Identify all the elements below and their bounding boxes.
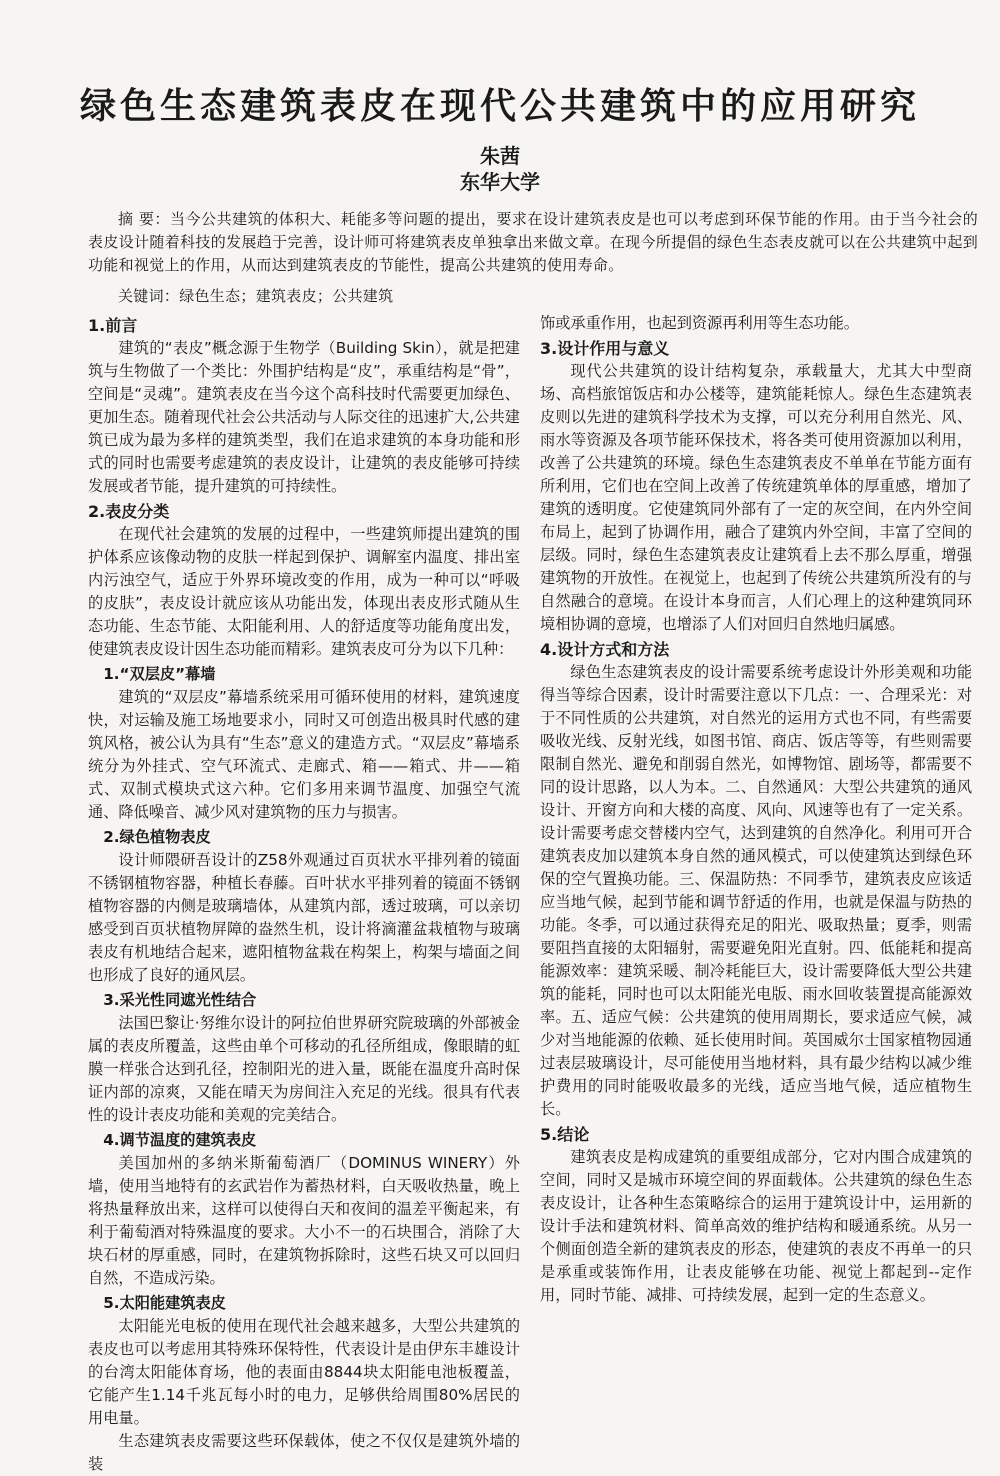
abstract-text: 摘 要：当今公共建筑的体积大、耗能多等问题的提出，要求在设计建筑表皮是也可以考虑到环保节能的作用。由于当今社会的表皮设计随着科技的发展趋于完善，设计师可将建筑表皮单独拿出来做文章。在现今所提倡的绿色生态表皮就可以在公共建筑中起到功能和视觉上的作用，从而达到建筑表皮的节能性，提高公共建筑的使用寿命。	[88, 210, 978, 274]
subsection-heading: 1.“双层皮”幕墙	[103, 665, 216, 683]
paragraph: 现代公共建筑的设计结构复杂，承载量大，尤其大中型商场、高档旅馆饭店和办公楼等，建筑能耗惊人。绿色生态建筑表皮则以先进的建筑科学技术为支撑，可以充分利用自然光、风、雨水等资源及各项节能环保技术，将各类可使用资源加以利用，改善了公共建筑的环境。绿色生态建筑表皮不单单在节能方面有所利用，它们也在空间上改善了传统建筑单体的厚重感，增加了建筑的透明度。它使建筑同外部有了一定的灰空间，在内外空间布局上，起到了协调作用，融合了建筑内外空间，丰富了空间的层级。同时，绿色生态建筑表皮让建筑看上去不那么厚重，增强建筑物的开放性。在视觉上，也起到了传统公共建筑所没有的与自然融合的意境。在设计本身而言，人们心理上的这种建筑同环境相协调的意境，也增添了人们对回归自然地归属感。	[540, 362, 972, 633]
abstract-block	[88, 208, 978, 308]
keywords: 关键词：绿色生态；建筑表皮；公共建筑	[118, 287, 394, 305]
left-column	[88, 312, 520, 1476]
paragraph: 太阳能光电板的使用在现代社会越来越多，大型公共建筑的表皮也可以考虑用其特殊环保特性，代表设计是由伊东丰雄设计的台湾太阳能体育场，他的表面由8844块太阳能电池板覆盖，它能产生1.14千兆瓦每小时的电力，足够供给周围80%居民的用电量。	[88, 1317, 520, 1427]
paragraph: 在现代社会建筑的发展的过程中，一些建筑师提出建筑的围护体系应该像动物的皮肤一样起到保护、调解室内温度、排出室内污浊空气，适应于外界环境改变的作用，成为一种可以“呼吸的皮肤”，表皮设计就应该从功能出发，体现出表皮形式随从生态功能、生态节能、太阳能利用、人的舒适度等功能角度出发，使建筑表皮设计因生态功能而精彩。建筑表皮可分为以下几种：	[88, 525, 520, 658]
paragraph: 建筑表皮是构成建筑的重要组成部分，它对内围合成建筑的空间，同时又是城市环境空间的界面载体。公共建筑的绿色生态表皮设计，让各种生态策略综合的运用于建筑设计中，运用新的设计手法和建筑材料、简单高效的维护结构和暖通系统。从另一个侧面创造全新的建筑表皮的形态，使建筑的表皮不再单一的只是承重或装饰作用，让表皮能够在功能、视觉上都起到--定作用，同时节能、减排、可持续发展，起到一定的生态意义。	[540, 1148, 972, 1304]
section-heading: 4.设计方式和方法	[540, 640, 670, 659]
paragraph: 建筑的“双层皮”幕墙系统采用可循环使用的材料，建筑速度快，对运输及施工场地要求小，同时又可创造出极具时代感的建筑风格，被公认为具有“生态”意义的建造方式。“双层皮”幕墙系统分为外挂式、空气环流式、走廊式、箱——箱式、井——箱式、双制式模块式这六种。它们多用来调节温度、加强空气流通、降低噪音、减少风对建筑物的压力与损害。	[88, 688, 520, 821]
right-column	[540, 312, 972, 1307]
subsection-heading: 5.太阳能建筑表皮	[103, 1294, 226, 1312]
section-heading: 3.设计作用与意义	[540, 339, 670, 358]
subsection-heading: 3.采光性同遮光性结合	[103, 991, 257, 1009]
section-heading: 5.结论	[540, 1125, 590, 1144]
paragraph: 生态建筑表皮需要这些环保载体，使之不仅仅是建筑外墙的装	[88, 1432, 520, 1473]
paragraph: 美国加州的多纳米斯葡萄酒厂（DOMINUS WINERY）外墙，使用当地特有的玄武岩作为蓄热材料，白天吸收热量，晚上将热量释放出来，这样可以使得白天和夜间的温差平衡起来，有利于葡萄酒对特殊温度的要求。大小不一的石块围合，消除了大块石材的厚重感，同时，在建筑物拆除时，这些石块又可以回归自然，不造成污染。	[88, 1154, 520, 1287]
subsection-heading: 4.调节温度的建筑表皮	[103, 1131, 257, 1149]
paragraph: 法国巴黎让·努维尔设计的阿拉伯世界研究院玻璃的外部被金属的表皮所覆盖，这些由单个可移动的孔径所组成，像眼睛的虹膜一样张合达到孔径，控制阳光的进入量，既能在温度升高时保证内部的凉爽，又能在晴天为房间注入充足的光线。很具有代表性的设计表皮功能和美观的完美结合。	[88, 1014, 520, 1124]
paragraph-continued: 饰或承重作用，也起到资源再利用等生态功能。	[540, 314, 859, 332]
subsection-heading: 2.绿色植物表皮	[103, 828, 211, 846]
section-heading: 1.前言	[88, 316, 138, 335]
author-name: 朱茜	[480, 144, 520, 168]
paragraph: 设计师隈研吾设计的Z58外观通过百页状水平排列着的镜面不锈钢植物容器，种植长春藤。百叶状水平排列着的镜面不锈钢植物容器的内侧是玻璃墙体，从建筑内部，透过玻璃，可以亲切感受到百页状植物屏障的盎然生机，设计将滴灌盆栽植物与玻璃表皮有机地结合起来，遮阳植物盆栽在构架上，构架与墙面之间也形成了良好的通风层。	[88, 851, 520, 984]
paper-title: 绿色生态建筑表皮在现代公共建筑中的应用研究	[79, 86, 920, 127]
author-affiliation: 东华大学	[460, 170, 540, 194]
paragraph: 建筑的“表皮”概念源于生物学（Building Skin），就是把建筑与生物做了一个类比：外围护结构是“皮”，承重结构是“骨”，空间是“灵魂”。建筑表皮在当今这个高科技时代需要更加绿色、更加生态。随着现代社会公共活动与人际交往的迅速扩大,公共建筑已成为最为多样的建筑类型，我们在追求建筑的本身功能和形式的同时也需要考虑建筑的表皮设计，让建筑的表皮能够可持续发展或者节能，提升建筑的可持续性。	[88, 339, 520, 495]
section-heading: 2.表皮分类	[88, 502, 170, 521]
paragraph: 绿色生态建筑表皮的设计需要系统考虑设计外形美观和功能得当等综合因素，设计时需要注意以下几点：一、合理采光：对于不同性质的公共建筑，对自然光的运用方式也不同，有些需要吸收光线、反射光线，如图书馆、商店、饭店等等，有些则需要限制自然光、避免和削弱自然光，如博物馆、剧场等，都需要不同的设计思路，以人为本。二、自然通风：大型公共建筑的通风设计、开窗方向和大楼的高度、风向、风速等也有了一定关系。设计需要考虑交替楼内空气，达到建筑的自然净化。利用可开合建筑表皮加以建筑本身自然的通风模式，可以使建筑达到绿色环保的空气置换功能。三、保温防热：不同季节，建筑表皮应该适应当地气候，起到节能和调节舒适的作用，也就是保温与防热的功能。冬季，可以通过获得充足的阳光、吸取热量；夏季，则需要阻挡直接的太阳辐射，需要避免阳光直射。四、低能耗和提高能源效率：建筑采暖、制冷耗能巨大，设计需要降低大型公共建筑的能耗，同时也可以太阳能光电版、雨水回收装置提高能源效率。五、适应气候：公共建筑的使用周期长，要求适应气候，减少对当地能源的依赖、延长使用时间。英国威尔士国家植物园通过表层玻璃设计，尽可能使用当地材料，具有最少结构以减少维护费用的同时能吸收最多的光线，适应当地气候，适应植物生长。	[540, 663, 972, 1118]
